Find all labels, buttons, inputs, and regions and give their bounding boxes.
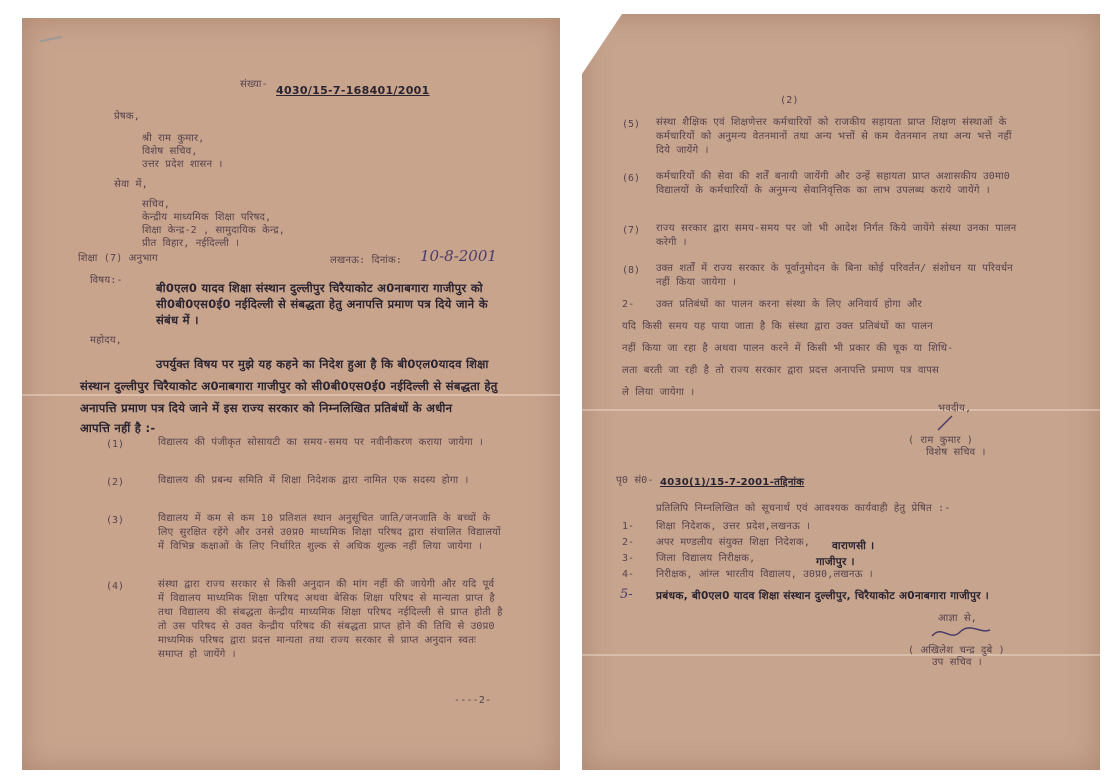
- copy-recipient: निरीक्षक, आंग्ल भारतीय विद्यालय, उ0प्र0,लखनऊ ।: [656, 569, 873, 580]
- deputy-title: उप सचिव ।: [932, 657, 982, 668]
- subject-line1: बी0एल0 यादव शिक्षा संस्थान दुल्लीपुर चिरैयाकोट अ0नाबगारा गाजीपुर को: [156, 281, 483, 295]
- body-line4: आपत्ति नहीं है :-: [80, 421, 156, 435]
- recipient-line4: प्रीत विहार, नईदिल्ली ।: [142, 238, 240, 249]
- place-date-label: लखनऊ: दिनांक:: [330, 255, 403, 266]
- recipient-line3: शिक्षा केन्द्र-2 , सामुदायिक केन्द्र,: [142, 225, 285, 236]
- page-fold: [22, 394, 560, 396]
- copy-recipient: अपर मण्डलीय संयुक्त शिक्षा निदेशक,: [656, 537, 811, 548]
- deputy-name: ( अखिलेश चन्द्र दुबे ): [908, 645, 1005, 656]
- condition-text: उक्त शर्तों में राज्य सरकार के पूर्वानुमोदन के बिना कोई परिवर्तन/ संशोधन या परिवर्धन नहीं किया जायेगा ।: [656, 263, 1013, 288]
- page-fold: [582, 409, 1100, 411]
- handwritten-date: 10-8-2001: [420, 247, 497, 265]
- para2-line: यदि किसी समय यह पाया जाता है कि संस्था द्वारा उक्त प्रतिबंधों का पालन: [622, 321, 933, 332]
- copy-ref-number: 4030(1)/15-7-2001-तद्दिनांक: [660, 477, 805, 488]
- condition-text: विद्यालय की पंजीकृत सोसायटी का समय-समय पर नवीनीकरण कराया जायेगा ।: [158, 437, 484, 448]
- condition-number: (8): [622, 265, 641, 276]
- condition-number: (6): [622, 173, 641, 184]
- sender-name: श्री राम कुमार,: [142, 133, 205, 144]
- copy-intro: प्रतिलिपि निम्नलिखित को सूचनार्थ एवं आवश्यक कार्यवाही हेतु प्रेषित :-: [656, 503, 951, 514]
- letter-page-1: [22, 18, 560, 770]
- signer-title: विशेष सचिव ।: [926, 447, 986, 458]
- stamp-ghazipur: गाजीपुर ।: [816, 556, 855, 568]
- subject-line3: संबंध में ।: [156, 313, 199, 327]
- subject-label: विषय:-: [90, 275, 123, 286]
- to-label: सेवा में,: [114, 179, 148, 190]
- copy-number: 1-: [622, 521, 635, 532]
- condition-text: विद्यालय में कम से कम 10 प्रतिशत स्थान अनुसूचित जाति/जनजाति के बच्चों के लिए सुरक्षित रहेंगे और उनसे उ0प्र0 माध्यमिक शिक्षा परिषद द्वारा संचालित विद्यालयों में विभिन्न कक्षाओं के लिए निर्धारित शुल्क से अधिक शुल्क नहीं लिया जायेगा ।: [158, 513, 501, 552]
- copy-recipient: शिक्षा निदेशक, उत्तर प्रदेश,लखनऊ ।: [656, 521, 811, 532]
- condition-number: (2): [106, 477, 125, 488]
- copy-number: 3-: [622, 553, 635, 564]
- para2-line: नहीं किया जा रहा है अथवा पालन करने में किसी भी प्रकार की चूक या शिथि-: [622, 343, 954, 354]
- sender-title: विशेष सचिव,: [142, 146, 198, 157]
- body-line3: अनापत्ति प्रमाण पत्र दिये जाने में इस राज्य सरकार को निम्नलिखित प्रतिबंधों के अधीन: [80, 401, 453, 415]
- condition-text: राज्य सरकार द्वारा समय-समय पर जो भी आदेश निर्गत किये जायेंगे संस्था उनका पालन करेगी ।: [656, 223, 1017, 248]
- body-line1: उपर्युक्त विषय पर मुझे यह कहने का निदेश हुआ है कि बी0एल0यादव शिक्षा: [156, 357, 489, 371]
- from-label: प्रेषक,: [114, 111, 140, 122]
- torn-corner: [582, 14, 622, 74]
- page-continue-marker: ----2-: [454, 695, 492, 706]
- recipient-line2: केन्द्रीय माध्यमिक शिक्षा परिषद,: [142, 212, 272, 223]
- body-line2: संस्थान दुल्लीपुर चिरैयाकोट अ0नाबगारा गाजीपुर को सी0बी0एस0ई0 नईदिल्ली से संबद्धता हेतु: [80, 379, 498, 393]
- sender-org: उत्तर प्रदेश शासन ।: [142, 159, 223, 170]
- subject-line2: सी0बी0एस0ई0 नईदिल्ली से संबद्धता हेतु अनापत्ति प्रमाण पत्र दिये जाने के: [156, 297, 488, 311]
- closing: भवदीय,: [938, 403, 972, 414]
- para2-line: ले लिया जायेगा ।: [622, 387, 695, 398]
- condition-number: (1): [106, 439, 125, 450]
- para2-line: लता बरती जा रही है तो राज्य सरकार द्वारा प्रदत्त अनापत्ति प्रमाण पत्र वापस: [622, 365, 940, 376]
- signature-mark: [934, 412, 974, 434]
- copy-number: 2-: [622, 537, 635, 548]
- letter-page-2: [582, 14, 1100, 770]
- ref-number: 4030/15-7-168401/2001: [276, 84, 430, 97]
- copy-number: 5-: [620, 587, 633, 602]
- recipient-line1: सचिव,: [142, 199, 171, 210]
- staple-pin: [40, 36, 62, 43]
- deputy-signature: [926, 622, 996, 644]
- condition-text: विद्यालय की प्रबन्ध समिति में शिक्षा निदेशक द्वारा नामित एक सदस्य होगा ।: [158, 475, 469, 486]
- condition-number: (5): [622, 119, 641, 130]
- condition-number: (4): [106, 581, 125, 592]
- condition-text: संस्था शैक्षिक एवं शिक्षणेत्तर कर्मचारियों को राजकीय सहायता प्राप्त शिक्षण संस्थाओं के कर्मचारियों को अनुमन्य वेतनमानों तथा अन्य भत्तों से कम वेतनमान तथा अन्य भत्ते नहीं दिये जायेंगे ।: [656, 117, 1012, 156]
- copy-number: 4-: [622, 569, 635, 580]
- page-number: (2): [780, 95, 799, 106]
- ref-label: संख्या-: [240, 79, 268, 90]
- condition-number: (3): [106, 515, 125, 526]
- signer-name: ( राम कुमार ): [908, 435, 974, 446]
- condition-text: कर्मचारियों की सेवा की शर्तें बनायी जायेंगी और उन्हें सहायता प्राप्त अशासकीय उ0मा0 विद्यालयों के कर्मचारियों के अनुमन्य सेवानिवृत्तिक का लाभ उपलब्ध कराये जायेंगे ।: [656, 171, 1010, 196]
- copy-recipient: प्रबंधक, बी0एल0 यादव शिक्षा संस्थान दुल्लीपुर, चिरैयाकोट अ0नाबगारा गाजीपुर ।: [656, 590, 990, 602]
- section-label: शिक्षा (7) अनुभाग: [78, 253, 158, 264]
- page-fold: [582, 654, 1100, 656]
- stamp-varanasi: वाराणसी ।: [832, 540, 875, 552]
- order-label: आज्ञा से,: [938, 613, 978, 624]
- copy-ref-label: पृ0 सं0-: [616, 475, 654, 486]
- condition-number: (7): [622, 225, 641, 236]
- para2-number: 2-: [622, 299, 635, 310]
- condition-text: संस्था द्वारा राज्य सरकार से किसी अनुदान की मांग नहीं की जायेगी और यदि पूर्व में विद्यालय माध्यमिक शिक्षा परिषद अथवा बेसिक शिक्षा परिषद से मान्यता प्राप्त है तथा विद्यालय की संबद्धता केन्द्रीय माध्यमिक शिक्षा परिषद नईदिल्ली से प्राप्त होती है तो उस परिषद से उक्त केन्द्रीय परिषद की संबद्धता प्राप्त होने की तिथि से उ0प्र0 माध्यमिक परिषद द्वारा प्रदत्त मान्यता तथा राज्य सरकार से प्राप्त अनुदान स्वतः समाप्त हो जायेंगे ।: [158, 579, 503, 660]
- copy-recipient: जिला विद्यालय निरीक्षक,: [656, 553, 756, 564]
- para2-line: उक्त प्रतिबंधों का पालन करना संस्था के लिए अनिवार्य होगा और: [656, 299, 922, 310]
- salutation: महोदय,: [90, 335, 123, 346]
